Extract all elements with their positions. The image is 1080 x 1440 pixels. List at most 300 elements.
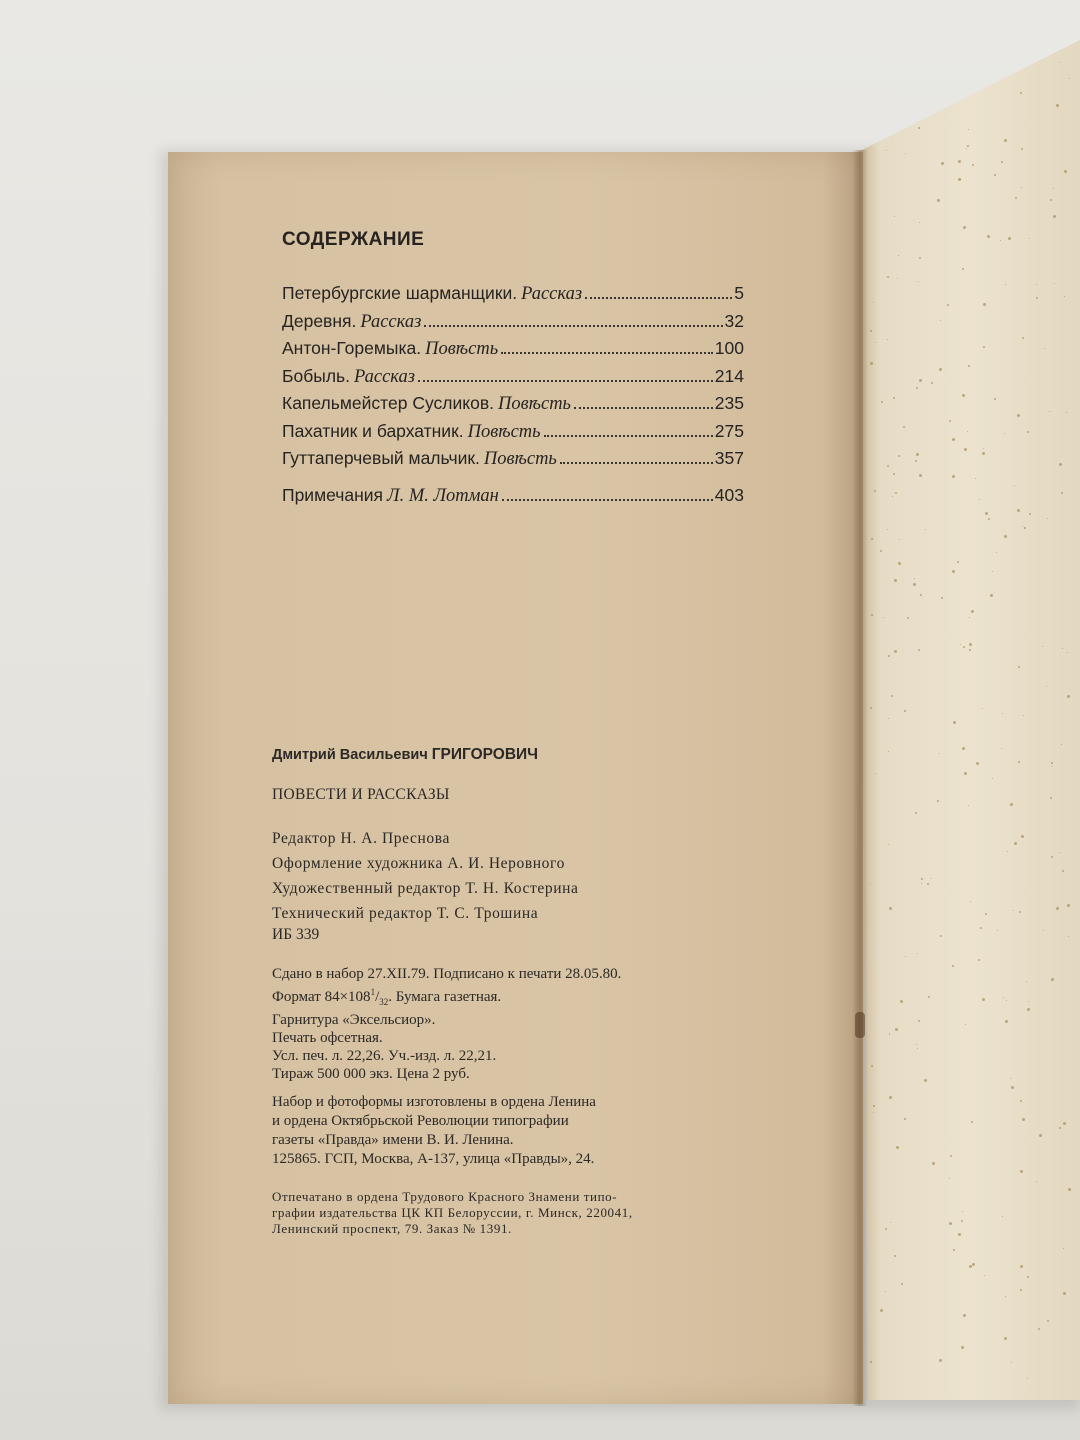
- paper-speckle: [980, 927, 982, 929]
- paper-speckle: [870, 362, 873, 365]
- paper-speckle: [1027, 431, 1029, 433]
- paper-speckle: [1022, 1118, 1025, 1121]
- toc-entry-title: Пахатник и бархатник.: [282, 420, 464, 441]
- paper-speckle: [960, 644, 961, 645]
- toc-dot-leader: [418, 380, 713, 382]
- publication-line: Гарнитура «Эксельсиор».: [272, 1012, 436, 1028]
- paper-speckle: [963, 1314, 966, 1317]
- toc-dot-leader: [560, 462, 713, 464]
- paper-speckle: [1063, 1292, 1066, 1295]
- paper-speckle: [888, 655, 890, 657]
- paper-speckle: [1051, 978, 1054, 981]
- paper-speckle: [1051, 762, 1053, 764]
- paper-speckle: [928, 996, 930, 998]
- paper-speckle: [1018, 666, 1020, 668]
- paper-speckle: [1056, 907, 1059, 910]
- paper-speckle: [931, 878, 932, 879]
- toc-entry-page: 32: [724, 310, 744, 331]
- paper-speckle: [985, 512, 988, 515]
- paper-speckle: [992, 571, 993, 572]
- paper-speckle: [1061, 492, 1063, 494]
- paper-speckle: [925, 529, 926, 530]
- toc-entry: [282, 421, 744, 449]
- paper-speckle: [1021, 835, 1024, 838]
- paper-speckle: [899, 539, 900, 540]
- paper-speckle: [941, 162, 944, 165]
- paper-speckle: [1018, 761, 1020, 763]
- paper-speckle: [1066, 412, 1067, 413]
- paper-speckle: [1005, 1296, 1006, 1297]
- paper-speckle: [1020, 1100, 1022, 1102]
- toc-entry-title: Бобыль.: [282, 365, 351, 386]
- paper-speckle: [894, 1255, 896, 1257]
- paper-speckle: [888, 718, 889, 719]
- toc-entry-genre: Рассказ: [360, 311, 422, 332]
- right-page: [858, 40, 1080, 1400]
- toc-entry-title: Примечания: [282, 484, 384, 505]
- paper-speckle: [1036, 284, 1037, 285]
- paper-speckle: [916, 1044, 917, 1045]
- paper-speckle: [969, 649, 971, 651]
- paper-speckle: [983, 346, 985, 348]
- paper-speckle: [889, 1096, 892, 1099]
- paper-speckle: [963, 226, 966, 229]
- imprint-printer: [272, 1189, 633, 1237]
- toc-entry: [282, 283, 744, 311]
- paper-speckle: [873, 1112, 874, 1113]
- typesetting-line: газеты «Правда» имени В. И. Ленина.: [272, 1132, 514, 1148]
- paper-speckle: [1029, 513, 1031, 515]
- paper-speckle: [937, 199, 940, 202]
- format-denominator: 32: [379, 997, 389, 1007]
- paper-speckle: [1004, 139, 1007, 142]
- paper-speckle: [895, 1028, 898, 1031]
- paper-speckle: [984, 1275, 985, 1276]
- paper-speckle: [968, 129, 969, 130]
- toc-dot-leader: [544, 435, 713, 437]
- paper-speckle: [920, 594, 922, 596]
- paper-speckle: [1028, 1001, 1029, 1002]
- paper-speckle: [967, 431, 968, 432]
- paper-speckle: [871, 538, 873, 540]
- paper-speckle: [907, 617, 909, 619]
- paper-speckle: [961, 1346, 964, 1349]
- paper-speckle: [1068, 1188, 1071, 1191]
- paper-speckle: [1067, 904, 1070, 907]
- paper-speckle: [1039, 1134, 1042, 1137]
- paper-speckle: [1022, 337, 1024, 339]
- paper-speckle: [888, 844, 889, 845]
- paper-speckle: [1000, 240, 1001, 241]
- paper-speckle: [958, 1233, 961, 1236]
- paper-speckle: [962, 1211, 963, 1212]
- paper-speckle: [1005, 1020, 1008, 1023]
- toc-dot-leader: [574, 407, 713, 409]
- paper-speckle: [939, 753, 940, 754]
- paper-speckle: [988, 518, 990, 520]
- paper-speckle: [1015, 197, 1017, 199]
- printer-line: Отпечатано в ордена Трудового Красного Знамени типо-: [272, 1189, 618, 1204]
- paper-speckle: [1006, 1000, 1007, 1001]
- paper-speckle: [890, 1222, 891, 1223]
- imprint-ib-number: ИБ 339: [272, 926, 320, 943]
- paper-speckle: [1061, 744, 1062, 745]
- paper-speckle: [875, 342, 876, 343]
- paper-speckle: [952, 475, 955, 478]
- paper-speckle: [965, 1024, 966, 1025]
- paper-speckle: [952, 965, 954, 967]
- paper-speckle: [966, 148, 967, 149]
- paper-speckle: [1004, 535, 1007, 538]
- paper-speckle: [972, 164, 974, 166]
- paper-speckle: [903, 426, 905, 428]
- paper-speckle: [898, 255, 899, 256]
- paper-speckle: [921, 878, 923, 880]
- paper-speckle: [1064, 170, 1067, 173]
- credit-line: Оформление художника А. И. Неровного: [272, 855, 565, 872]
- toc-dot-leader: [501, 352, 713, 354]
- paper-speckle: [1024, 527, 1026, 529]
- paper-speckle: [1011, 1086, 1014, 1089]
- paper-speckle: [1043, 930, 1044, 931]
- toc-entry-page: 100: [714, 338, 744, 358]
- paper-speckle: [1044, 348, 1045, 349]
- paper-speckle: [917, 1048, 918, 1049]
- book-gutter: [852, 150, 868, 1406]
- paper-speckle: [1067, 652, 1068, 653]
- paper-speckle: [1064, 296, 1065, 297]
- paper-speckle: [932, 1162, 935, 1165]
- paper-speckle: [870, 884, 871, 885]
- paper-speckle: [931, 382, 933, 384]
- paper-speckle: [970, 901, 971, 902]
- paper-speckle: [1020, 1289, 1022, 1291]
- paper-speckle: [969, 617, 970, 618]
- paper-speckle: [952, 570, 955, 573]
- paper-speckle: [875, 773, 876, 774]
- paper-speckle: [898, 455, 900, 457]
- paper-speckle: [913, 583, 916, 586]
- paper-speckle: [891, 695, 893, 697]
- publication-format-line: Формат $84\times 108^1/_{32}$. Бумага газетная.: [272, 987, 502, 1007]
- paper-speckle: [962, 747, 965, 750]
- paper-speckle: [963, 646, 965, 648]
- paper-speckle: [971, 1121, 973, 1123]
- typesetting-line: и ордена Октябрьской Революции типографии: [272, 1113, 569, 1129]
- paper-speckle: [953, 721, 956, 724]
- paper-speckle: [1005, 284, 1006, 285]
- paper-speckle: [1062, 648, 1063, 649]
- paper-speckle: [985, 913, 987, 915]
- paper-speckle: [1062, 870, 1064, 872]
- paper-speckle: [1004, 433, 1005, 434]
- author-first-names: Дмитрий Васильевич: [272, 747, 428, 763]
- toc-heading: СОДЕРЖАНИЕ: [282, 229, 425, 250]
- paper-speckle: [889, 1034, 890, 1035]
- paper-speckle: [917, 953, 918, 954]
- paper-speckle: [937, 800, 939, 802]
- paper-speckle: [1029, 238, 1030, 239]
- paper-speckle: [1051, 766, 1052, 767]
- paper-speckle: [1049, 411, 1050, 412]
- toc-entry-genre: Повѣсть: [498, 394, 571, 414]
- paper-speckle: [918, 1020, 920, 1022]
- paper-speckle: [940, 320, 941, 321]
- paper-speckle: [1020, 92, 1022, 94]
- paper-speckle: [889, 1033, 890, 1034]
- paper-speckle: [962, 394, 965, 397]
- paper-speckle: [1059, 463, 1062, 466]
- paper-speckle: [961, 1220, 963, 1222]
- toc-entry-page: 357: [714, 448, 744, 468]
- toc-entry: [282, 311, 744, 339]
- paper-speckle: [997, 930, 998, 931]
- paper-speckle: [1001, 161, 1003, 163]
- paper-speckle: [1021, 148, 1023, 150]
- paper-speckle: [1047, 518, 1048, 519]
- paper-speckle: [900, 1000, 903, 1003]
- paper-speckle: [962, 268, 964, 270]
- paper-speckle: [1017, 509, 1020, 512]
- paper-speckle: [996, 552, 997, 553]
- toc-entry-title: Петербургские шарманщики.: [282, 283, 518, 303]
- paper-speckle: [1056, 104, 1059, 107]
- typesetting-line: 125865. ГСП, Москва, А-137, улица «Правды», 24.: [272, 1151, 595, 1167]
- toc-entry-genre: Повѣсть: [467, 421, 541, 442]
- toc-dot-leader: [585, 297, 732, 299]
- paper-speckle: [952, 438, 955, 441]
- paper-speckle: [892, 496, 893, 497]
- paper-speckle: [1054, 283, 1055, 284]
- paper-speckle: [880, 550, 882, 552]
- paper-speckle: [916, 453, 919, 456]
- paper-speckle: [968, 365, 970, 367]
- paper-speckle: [898, 562, 901, 565]
- format-numerator: 1: [370, 987, 376, 997]
- paper-speckle: [919, 474, 922, 477]
- paper-speckle: [992, 778, 993, 779]
- typesetting-line: Набор и фотоформы изготовлены в ордена Ленина: [272, 1094, 596, 1110]
- paper-speckle: [1027, 1276, 1029, 1278]
- paper-speckle: [894, 650, 897, 653]
- paper-speckle: [1068, 936, 1069, 937]
- printer-line: Ленинский проспект, 79. Заказ № 1391.: [272, 1221, 512, 1236]
- paper-speckle: [1007, 851, 1008, 852]
- paper-speckle: [987, 235, 990, 238]
- paper-speckle: [958, 178, 961, 181]
- paper-speckle: [949, 1222, 952, 1225]
- paper-speckle: [1019, 911, 1021, 913]
- paper-speckle: [886, 150, 887, 151]
- paper-speckle: [1038, 1328, 1040, 1330]
- paper-speckle: [1053, 215, 1056, 218]
- author-surname: ГРИГОРОВИЧ: [431, 746, 539, 763]
- publication-line: Сдано в набор 27.XII.79. Подписано к печати 28.05.80.: [272, 966, 622, 982]
- paper-speckle: [918, 649, 920, 651]
- paper-speckle: [1002, 713, 1003, 714]
- paper-speckle: [990, 594, 993, 597]
- paper-speckle: [921, 883, 922, 884]
- toc-entry-title: Антон-Горемыка.: [282, 338, 422, 358]
- paper-speckle: [994, 174, 996, 176]
- paper-speckle: [918, 127, 920, 129]
- paper-speckle: [881, 401, 883, 403]
- toc-entry: [282, 366, 744, 394]
- paper-speckle: [969, 643, 972, 646]
- paper-speckle: [1036, 297, 1038, 299]
- paper-speckle: [994, 398, 996, 400]
- paper-speckle: [949, 1178, 950, 1179]
- imprint-book-title: ПОВЕСТИ И РАССКАЗЫ: [272, 786, 450, 803]
- paper-speckle: [1046, 686, 1047, 687]
- paper-speckle: [919, 379, 922, 382]
- paper-speckle: [896, 1146, 899, 1149]
- toc-entry: [282, 393, 744, 421]
- paper-speckle: [915, 460, 917, 462]
- toc-entry-page: 235: [714, 393, 744, 413]
- toc-dot-leader: [424, 325, 722, 327]
- paper-speckle: [1010, 803, 1013, 806]
- paper-speckle: [916, 387, 918, 389]
- paper-speckle: [1059, 852, 1060, 853]
- paper-speckle: [983, 448, 984, 449]
- paper-speckle: [1050, 199, 1052, 201]
- paper-speckle: [947, 304, 949, 306]
- paper-speckle: [904, 1118, 906, 1120]
- paper-speckle: [874, 490, 876, 492]
- paper-speckle: [870, 1361, 872, 1363]
- paper-speckle: [940, 935, 942, 937]
- page-stain: [855, 1012, 865, 1038]
- paper-speckle: [978, 959, 980, 961]
- paper-speckle: [894, 216, 895, 217]
- toc-entry-page: 5: [734, 283, 744, 303]
- paper-speckle: [941, 597, 943, 599]
- toc-entry-page: 403: [714, 484, 744, 505]
- paper-speckle: [893, 473, 895, 475]
- toc-entry-genre: Повѣсть: [483, 449, 557, 469]
- paper-speckle: [905, 153, 906, 154]
- publication-line: Печать офсетная.: [272, 1030, 383, 1046]
- paper-speckle: [880, 1309, 883, 1312]
- paper-speckle: [1059, 62, 1060, 63]
- toc-list: [282, 283, 744, 512]
- paper-speckle: [893, 397, 895, 399]
- format-prefix: Формат 84×108: [272, 989, 371, 1005]
- toc-entry-title: Капельмейстер Сусликов.: [282, 393, 494, 413]
- imprint-typesetting: [272, 1093, 596, 1169]
- paper-speckle: [1017, 414, 1020, 417]
- paper-speckle: [1008, 237, 1011, 240]
- paper-speckle: [967, 145, 969, 147]
- toc-entry: [282, 448, 744, 476]
- paper-speckle: [1011, 1362, 1012, 1363]
- toc-entry-title: Гуттаперчевый мальчик.: [282, 448, 480, 468]
- paper-speckle: [1023, 715, 1024, 716]
- paper-speckle: [939, 368, 942, 371]
- paper-speckle: [1003, 997, 1004, 998]
- toc-entry-genre: Рассказ: [521, 284, 583, 304]
- paper-speckle: [1042, 646, 1043, 647]
- paper-speckle: [958, 160, 961, 163]
- paper-speckle: [1013, 910, 1014, 911]
- paper-speckle: [905, 956, 906, 957]
- paper-speckle: [871, 614, 873, 616]
- credit-line: Художественный редактор Т. Н. Костерина: [272, 880, 579, 897]
- paper-speckle: [888, 751, 889, 752]
- toc-entry: [282, 338, 744, 366]
- imprint-author: [272, 746, 538, 764]
- paper-speckle: [1053, 188, 1054, 189]
- credit-line: Редактор Н. А. Преснова: [272, 830, 450, 847]
- toc-entry-genre: Рассказ: [354, 366, 415, 387]
- paper-speckle: [1002, 1216, 1003, 1217]
- paper-speckle: [887, 276, 889, 278]
- paper-speckle: [887, 339, 888, 340]
- paper-speckle: [950, 1155, 952, 1157]
- paper-speckle: [957, 561, 959, 563]
- toc-dot-leader: [502, 499, 713, 501]
- paper-speckle: [870, 330, 872, 332]
- paper-speckle: [1063, 1122, 1066, 1125]
- paper-speckle: [1047, 1320, 1049, 1322]
- paper-speckle: [964, 448, 967, 451]
- paper-speckle: [885, 1291, 886, 1292]
- format-suffix: . Бумага газетная.: [388, 989, 502, 1005]
- paper-speckle: [1027, 1008, 1030, 1011]
- paper-speckle: [1051, 856, 1053, 858]
- paper-speckle: [1020, 1170, 1023, 1173]
- paper-speckle: [887, 529, 888, 530]
- paper-speckle: [953, 1249, 955, 1251]
- paper-speckle: [914, 578, 915, 579]
- paper-speckle: [924, 1079, 927, 1082]
- paper-speckle: [1036, 1181, 1037, 1182]
- paper-speckle: [1010, 1078, 1011, 1079]
- paper-speckle: [982, 452, 985, 455]
- paper-speckle: [972, 1263, 975, 1266]
- paper-speckle: [1004, 1337, 1007, 1340]
- paper-speckle: [1063, 1248, 1064, 1249]
- paper-speckle: [927, 883, 929, 885]
- paper-speckle: [918, 281, 919, 282]
- paper-speckle: [904, 710, 906, 712]
- paper-speckle: [1020, 1265, 1023, 1268]
- credit-line: Технический редактор Т. С. Трошина: [272, 905, 539, 922]
- paper-speckle: [964, 772, 967, 775]
- publication-line: Тираж 500 000 экз. Цена 2 руб.: [272, 1066, 470, 1082]
- paper-speckle: [949, 420, 951, 422]
- paper-speckle: [1027, 1378, 1028, 1379]
- paper-speckle: [1001, 748, 1002, 749]
- toc-entry-editor: Л. М. Лотман: [387, 485, 499, 506]
- toc-entry-page: 214: [714, 365, 744, 386]
- paper-speckle: [901, 1283, 903, 1285]
- paper-speckle: [1067, 695, 1070, 698]
- paper-speckle: [895, 492, 897, 494]
- toc-entry-genre: Повѣсть: [425, 339, 499, 359]
- paper-speckle: [1022, 526, 1023, 527]
- paper-speckle: [915, 812, 917, 814]
- paper-speckle: [870, 707, 872, 709]
- toc-entry-page: 275: [714, 420, 744, 441]
- paper-speckle: [1026, 981, 1027, 982]
- paper-speckle: [894, 579, 897, 582]
- paper-speckle: [939, 1359, 942, 1362]
- paper-speckle: [883, 617, 884, 618]
- printer-line: графии издательства ЦК КП Белоруссии, г. Минск, 220041,: [272, 1205, 633, 1220]
- imprint-credits: [272, 826, 579, 926]
